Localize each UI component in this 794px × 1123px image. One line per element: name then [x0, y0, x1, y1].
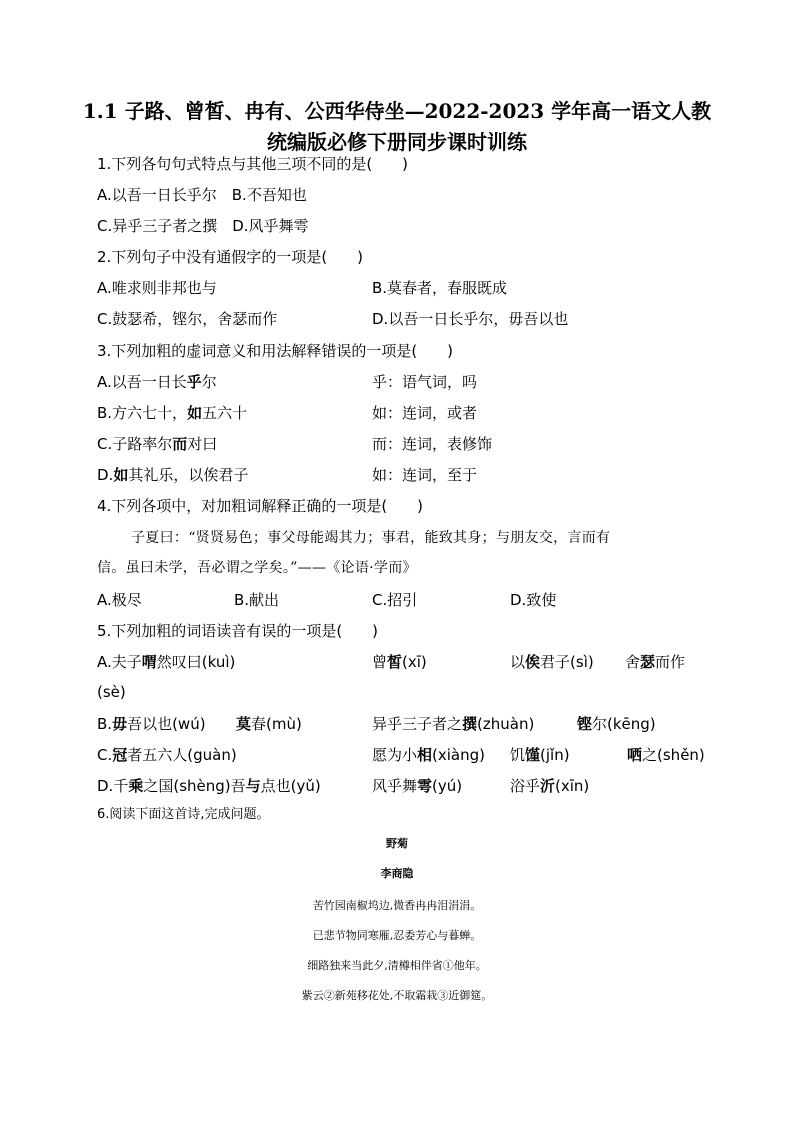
q5-option-b-1: B.毋吾以也(wú) [97, 715, 206, 733]
q3-option-c: C.子路率尔而对曰 [97, 435, 218, 453]
q5-option-b-4: 铿尔(kēng) [577, 715, 656, 733]
q5-option-a-1: A.夫子喟然叹曰(kuì) [97, 653, 236, 671]
q1-options-ab: A.以吾一日长乎尔 B.不吾知也 [97, 186, 307, 204]
q3-option-a-explanation: 乎：语气词，吗 [372, 373, 478, 391]
q5-option-c-1: C.冠者五六人(guàn) [97, 746, 237, 764]
q2-option-c: C.鼓瑟希，铿尔，舍瑟而作 [97, 310, 278, 328]
q4-option-b: B.献出 [234, 591, 280, 609]
q3-stem: 3.下列加粗的虚词意义和用法解释错误的一项是( ) [97, 342, 454, 360]
q5-option-c-2: 愿为小相(xiàng) [372, 746, 485, 764]
poem-line-4: 紫云②新苑移花处,不取霜栽③近御筵。 [301, 989, 493, 1002]
q4-option-a: A.极尽 [97, 591, 142, 609]
title-line-2: 统编版必修下册同步课时训练 [267, 130, 527, 154]
q4-passage-line-2: 信。虽曰未学，吾必谓之学矣。”——《论语·学而》 [97, 560, 417, 576]
poem-line-2: 已悲节物同寒雁,忍委芳心与暮蝉。 [312, 929, 482, 942]
document-title [60, 96, 734, 158]
q5-stem: 5.下列加粗的词语读音有误的一项是( ) [97, 622, 379, 640]
poem-author: 李商隐 [380, 867, 414, 880]
q5-option-b-2: 莫春(mù) [236, 715, 302, 733]
q3-option-d: D.如其礼乐，以俟君子 [97, 466, 249, 484]
q2-stem: 2.下列句子中没有通假字的一项是( ) [97, 248, 364, 266]
q3-option-c-explanation: 而：连词，表修饰 [372, 435, 493, 453]
q2-option-a: A.唯求则非邦也与 [97, 279, 217, 297]
q5-option-b-3: 异乎三子者之撰(zhuàn) [372, 715, 535, 733]
q5-option-c-4: 哂之(shěn) [627, 746, 705, 764]
q4-passage-line-1: 子夏曰：“贤贤易色；事父母能竭其力；事君，能致其身；与朋友交，言而有 [131, 530, 611, 546]
q5-option-a-3: 以俟君子(sì) [510, 653, 594, 671]
q3-option-b-explanation: 如：连词，或者 [372, 404, 478, 422]
poem-line-3: 细路独来当此夕,清樽相伴省①他年。 [307, 959, 487, 972]
poem-line-1: 苦竹园南椒坞边,微香冉冉泪涓涓。 [312, 899, 482, 912]
q2-option-b: B.莫春者，春服既成 [372, 279, 508, 297]
q5-option-d-1: D.千乘之国(shèng)吾与点也(yǔ) [97, 777, 321, 795]
q5-option-a-4-reading: (sè) [97, 683, 126, 701]
poem-title: 野菊 [386, 837, 408, 850]
q3-option-b: B.方六七十，如五六十 [97, 404, 248, 422]
q5-option-d-2: 风乎舞雩(yú) [372, 777, 463, 795]
q5-option-d-3: 浴乎沂(xīn) [510, 777, 590, 795]
q4-option-d: D.致使 [510, 591, 557, 609]
q2-option-d: D.以吾一日长乎尔，毋吾以也 [372, 310, 569, 328]
q5-option-a-4: 舍瑟而作 [625, 653, 686, 671]
q4-stem: 4.下列各项中，对加粗词解释正确的一项是( ) [97, 497, 424, 515]
q1-stem: 1.下列各句句式特点与其他三项不同的是( ) [97, 155, 409, 173]
q6-stem: 6.阅读下面这首诗,完成问题。 [97, 807, 270, 822]
title-line-1: 1.1 子路、曾皙、冉有、公西华侍坐—2022-2023 学年高一语文人教 [82, 99, 712, 123]
q5-option-a-2: 曾皙(xī) [372, 653, 427, 671]
q3-option-a: A.以吾一日长乎尔 [97, 373, 217, 391]
q5-option-c-3: 饥馑(jǐn) [510, 746, 570, 764]
q4-option-c: C.招引 [372, 591, 418, 609]
q3-option-d-explanation: 如：连词，至于 [372, 466, 478, 484]
q1-options-cd: C.异乎三子者之撰 D.风乎舞雩 [97, 217, 309, 235]
